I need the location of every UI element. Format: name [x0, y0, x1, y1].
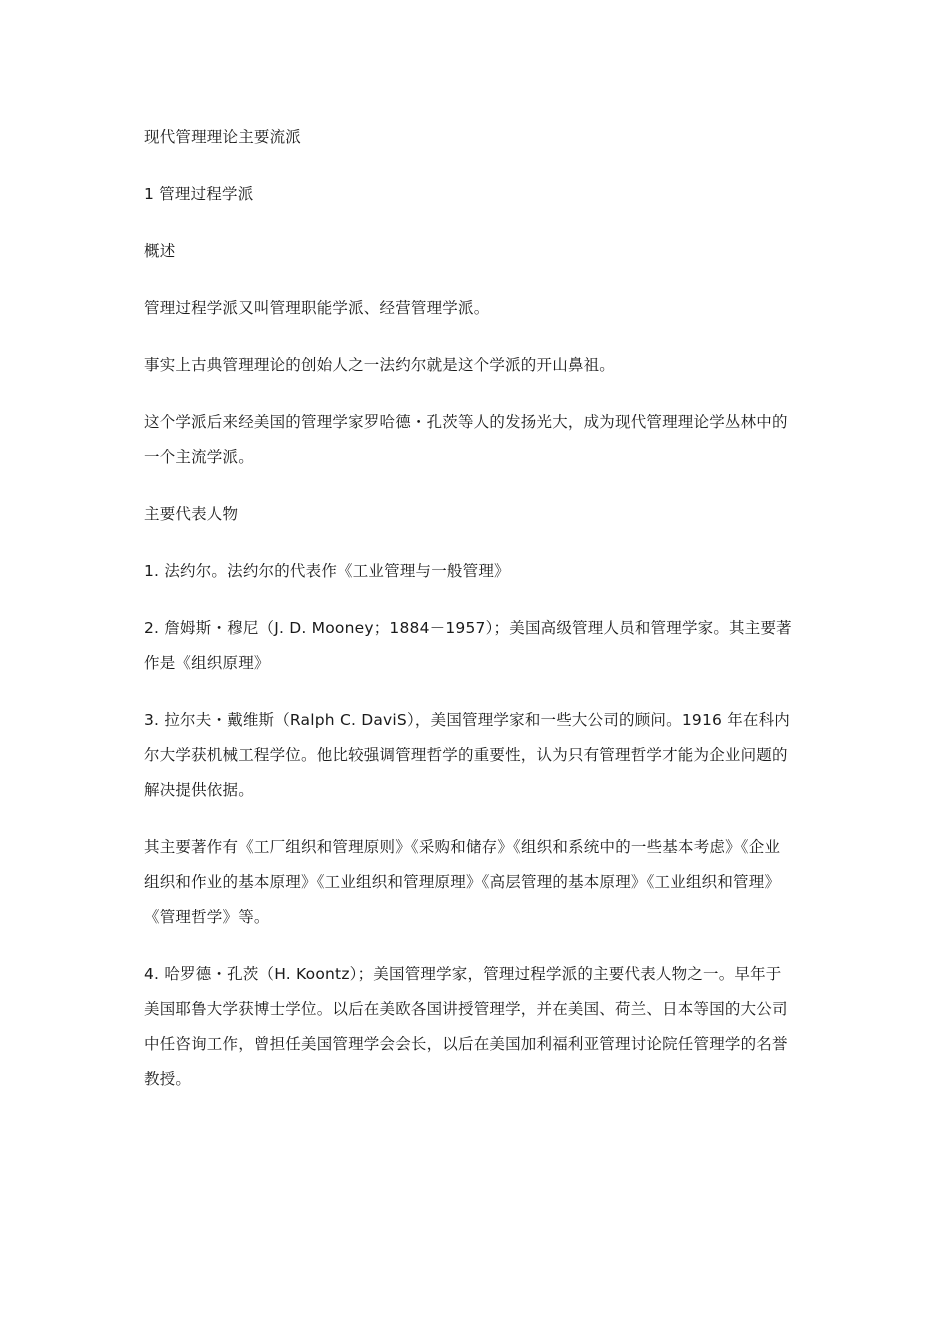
representative-paragraph: 其主要著作有《工厂组织和管理原则》《采购和储存》《组织和系统中的一些基本考虑》《企业组织和作业的基本原理》《工业组织和管理原理》《高层管理的基本原理》《工业组织和管理》《管理哲学》等。 — [144, 838, 781, 926]
representatives-subheading: 主要代表人物 — [144, 505, 239, 523]
overview-paragraph: 事实上古典管理理论的创始人之一法约尔就是这个学派的开山鼻祖。 — [144, 356, 616, 374]
section-heading: 1 管理过程学派 — [144, 185, 254, 203]
representative-paragraph: 3. 拉尔夫・戴维斯（Ralph C. DaviS），美国管理学家和一些大公司的顾问。1916 年在科内尔大学获机械工程学位。他比较强调管理哲学的重要性，认为只有管理哲学才能为企业问题的解决提供依据。 — [144, 711, 790, 799]
representative-paragraph: 4. 哈罗德・孔茨（H. Koontz）；美国管理学家，管理过程学派的主要代表人物之一。早年于美国耶鲁大学获博士学位。以后在美欧各国讲授管理学，并在美国、荷兰、日本等国的大公司中任咨询工作，曾担任美国管理学会会长，以后在美国加利福利亚管理讨论院任管理学的名誉教授。 — [144, 965, 788, 1088]
overview-paragraph: 管理过程学派又叫管理职能学派、经营管理学派。 — [144, 299, 490, 317]
document-body — [144, 120, 794, 1119]
representative-paragraph: 1. 法约尔。法约尔的代表作《工业管理与一般管理》 — [144, 562, 510, 580]
representative-paragraph: 2. 詹姆斯・穆尼（J. D. Mooney；1884－1957）；美国高级管理人员和管理学家。其主要著作是《组织原理》 — [144, 619, 792, 672]
overview-subheading: 概述 — [144, 242, 176, 260]
overview-paragraph: 这个学派后来经美国的管理学家罗哈德・孔茨等人的发扬光大，成为现代管理理论学丛林中的一个主流学派。 — [144, 413, 788, 466]
document-title: 现代管理理论主要流派 — [144, 128, 302, 146]
